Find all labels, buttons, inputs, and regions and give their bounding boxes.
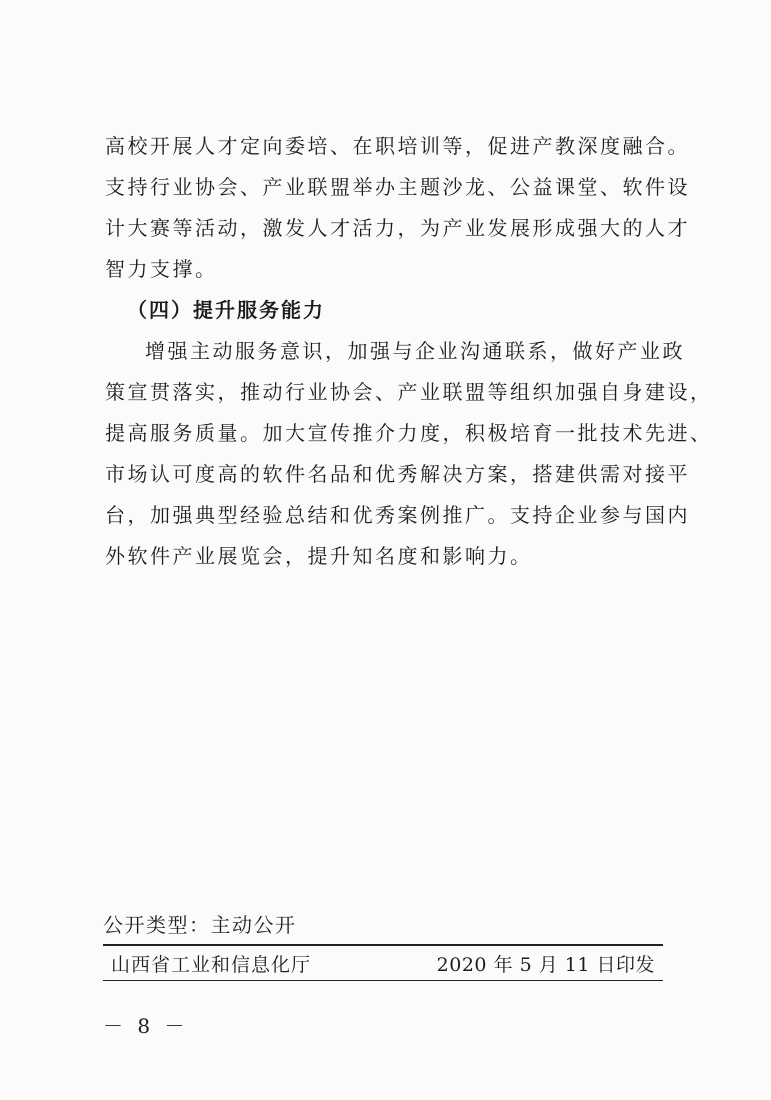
section-heading: （四）提升服务能力 <box>127 298 325 322</box>
issuer-name: 山西省工业和信息化厅 <box>111 953 312 976</box>
paragraph-line: 外软件产业展览会，提升知名度和影响力。 <box>105 544 533 568</box>
paragraph-line: 高校开展人才定向委培、在职培训等，促进产教深度融合。 <box>105 134 690 158</box>
paragraph-line: 市场认可度高的软件名品和优秀解决方案，搭建供需对接平 <box>105 462 690 486</box>
paragraph-line: 智力支撑。 <box>105 257 218 281</box>
paragraph-line: 策宣贯落实，推动行业协会、产业联盟等组织加强自身建设， <box>105 380 713 404</box>
paragraph-line: 计大赛等活动，激发人才活力，为产业发展形成强大的人才 <box>105 216 690 240</box>
footer-bottom-rule <box>103 980 663 981</box>
paragraph-line: 提高服务质量。加大宣传推介力度，积极培育一批技术先进、 <box>105 421 713 445</box>
paragraph-line: 台，加强典型经验总结和优秀案例推广。支持企业参与国内 <box>105 503 690 527</box>
issue-date: 2020 年 5 月 11 日印发 <box>436 953 655 976</box>
document-footer <box>103 910 663 981</box>
page-number: － 8 － <box>103 1014 189 1038</box>
body-text <box>105 126 713 577</box>
disclosure-type: 公开类型：主动公开 <box>103 913 297 937</box>
paragraph-line: 支持行业协会、产业联盟举办主题沙龙、公益课堂、软件设 <box>105 175 690 199</box>
issue-row <box>103 946 663 980</box>
paragraph-line: 增强主动服务意识，加强与企业沟通联系，做好产业政 <box>145 339 685 363</box>
